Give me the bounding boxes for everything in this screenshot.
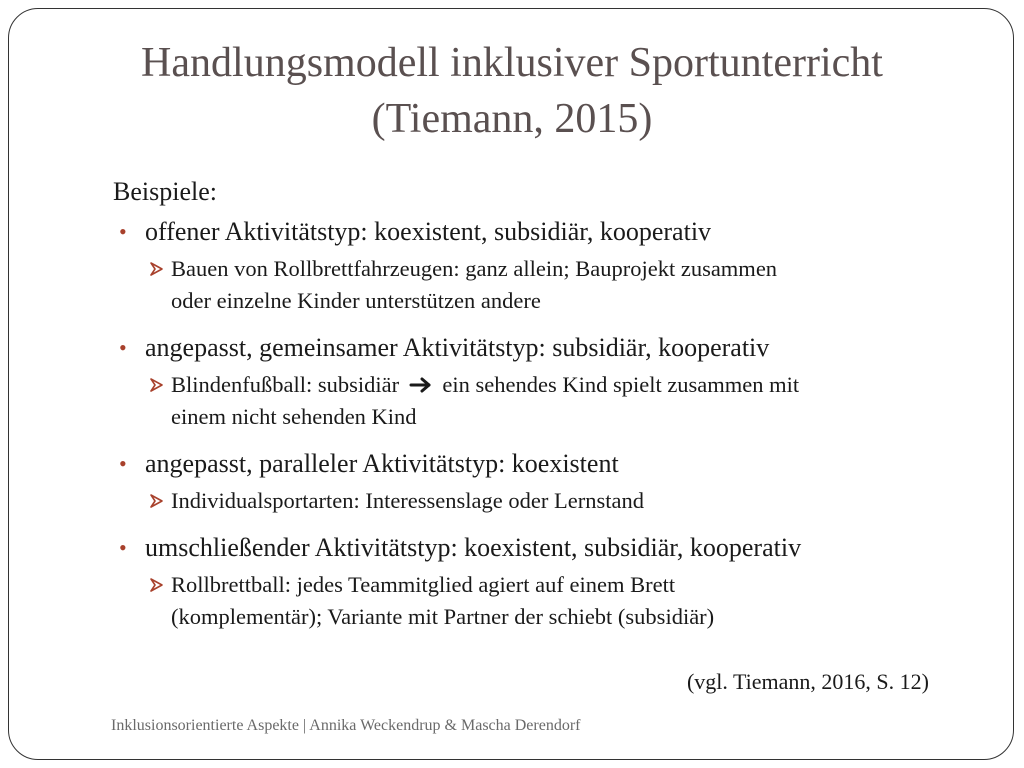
arrowhead-bullet-icon <box>149 377 165 393</box>
sub-item-line-2: oder einzelne Kinder unterstützen andere <box>171 288 541 313</box>
right-arrow-icon <box>409 376 433 394</box>
slide-title <box>9 35 1015 147</box>
round-bullet-icon: • <box>119 451 127 476</box>
sub-item-line-1a: Blindenfußball: subsidiär <box>171 372 400 397</box>
sub-list-item <box>113 253 973 317</box>
slide-footer: Inklusionsorientierte Aspekte | Annika Weckendrup & Mascha Derendorf <box>111 717 581 734</box>
round-bullet-icon: • <box>119 219 127 244</box>
list-item-text: angepasst, gemeinsamer Aktivitätstyp: subsidiär, kooperativ <box>145 333 770 362</box>
arrowhead-bullet-icon <box>149 261 165 277</box>
arrowhead-bullet-icon <box>149 493 165 509</box>
sub-item-line-2: (komplementär); Variante mit Partner der schiebt (subsidiär) <box>171 604 715 629</box>
sub-item-line-2: einem nicht sehenden Kind <box>171 404 417 429</box>
sub-list-item <box>113 485 973 517</box>
sub-item-line-1: Rollbrettball: jedes Teammitglied agiert auf einem Brett <box>171 572 676 597</box>
list-item <box>113 447 973 481</box>
round-bullet-icon: • <box>119 535 127 560</box>
list-item-text: umschließender Aktivitätstyp: koexistent, subsidiär, kooperativ <box>145 533 802 562</box>
list-item-text: offener Aktivitätstyp: koexistent, subsidiär, kooperativ <box>145 217 712 246</box>
round-bullet-icon: • <box>119 335 127 360</box>
intro-text: Beispiele: <box>113 177 217 206</box>
list-item <box>113 531 973 565</box>
sub-item-line-1: Bauen von Rollbrettfahrzeugen: ganz allein; Bauprojekt zusammen <box>171 256 778 281</box>
arrowhead-bullet-icon <box>149 577 165 593</box>
title-line-2: (Tiemann, 2015) <box>371 96 653 142</box>
list-item <box>113 215 973 249</box>
sub-item-line-1b: ein sehendes Kind spielt zusammen mit <box>442 372 800 397</box>
slide-body <box>113 175 973 647</box>
list-item-text: angepasst, paralleler Aktivitätstyp: koexistent <box>145 449 619 478</box>
list-item <box>113 331 973 365</box>
source-citation: (vgl. Tiemann, 2016, S. 12) <box>686 669 929 694</box>
sub-item-line-1: Individualsportarten: Interessenslage oder Lernstand <box>171 488 644 513</box>
sub-list-item <box>113 569 973 633</box>
slide-frame <box>8 8 1014 760</box>
sub-list-item <box>113 369 973 433</box>
title-line-1: Handlungsmodell inklusiver Sportunterricht <box>141 40 883 86</box>
